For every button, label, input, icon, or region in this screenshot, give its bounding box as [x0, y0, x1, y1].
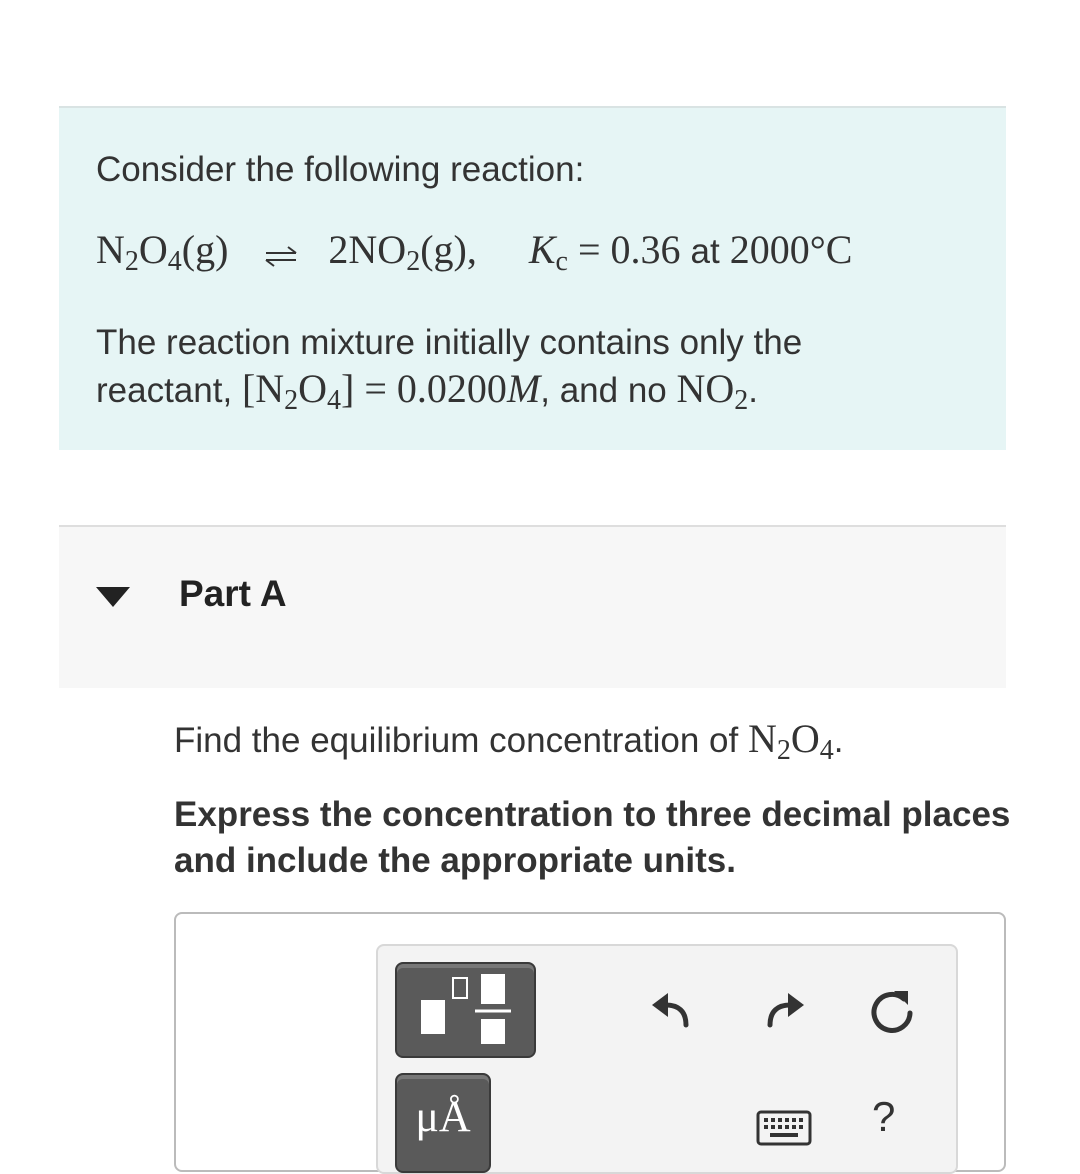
- reaction-equation: [96, 226, 852, 277]
- question-prompt: Find the equilibrium concentration of $N_2O_4$.: [174, 716, 844, 766]
- equilibrium-constant: $K_c = 0.36$ at 2000°C: [528, 227, 853, 277]
- fraction-template-icon: [397, 964, 534, 1056]
- part-title: Part A: [179, 573, 287, 614]
- undo-icon[interactable]: [644, 983, 700, 1039]
- initial-concentration: $[N_2O_4] = 0.0200M$: [241, 366, 541, 416]
- reactant-formula: $N_2O_4(g)$: [96, 227, 229, 277]
- templates-button[interactable]: [395, 962, 536, 1058]
- intro-lead: Consider the following reaction:: [96, 150, 585, 189]
- product-formula: $2NO_2(g)$,: [328, 227, 477, 277]
- collapse-triangle-icon[interactable]: [96, 587, 130, 607]
- problem-intro: [59, 106, 1006, 450]
- keyboard-icon[interactable]: [756, 1110, 812, 1146]
- question-instruction: Express the concentration to three decimal places and include the appropriate units.: [174, 795, 1011, 880]
- units-button[interactable]: [395, 1073, 491, 1173]
- part-a-header[interactable]: [59, 525, 1006, 688]
- help-button[interactable]: ?: [872, 1093, 896, 1140]
- equilibrium-arrow-icon: [264, 230, 298, 277]
- reset-icon[interactable]: [864, 983, 920, 1039]
- no2-formula: $NO_2$: [676, 366, 749, 416]
- initial-conditions: The reaction mixture initially contains only the reactant, $[N_2O_4] = 0.0200M$, and no $NO_2$.: [96, 323, 803, 416]
- units-label: μÅ: [415, 1092, 471, 1141]
- redo-icon[interactable]: [756, 983, 812, 1039]
- question: [174, 715, 1024, 884]
- species-formula: $N_2O_4$: [747, 716, 834, 766]
